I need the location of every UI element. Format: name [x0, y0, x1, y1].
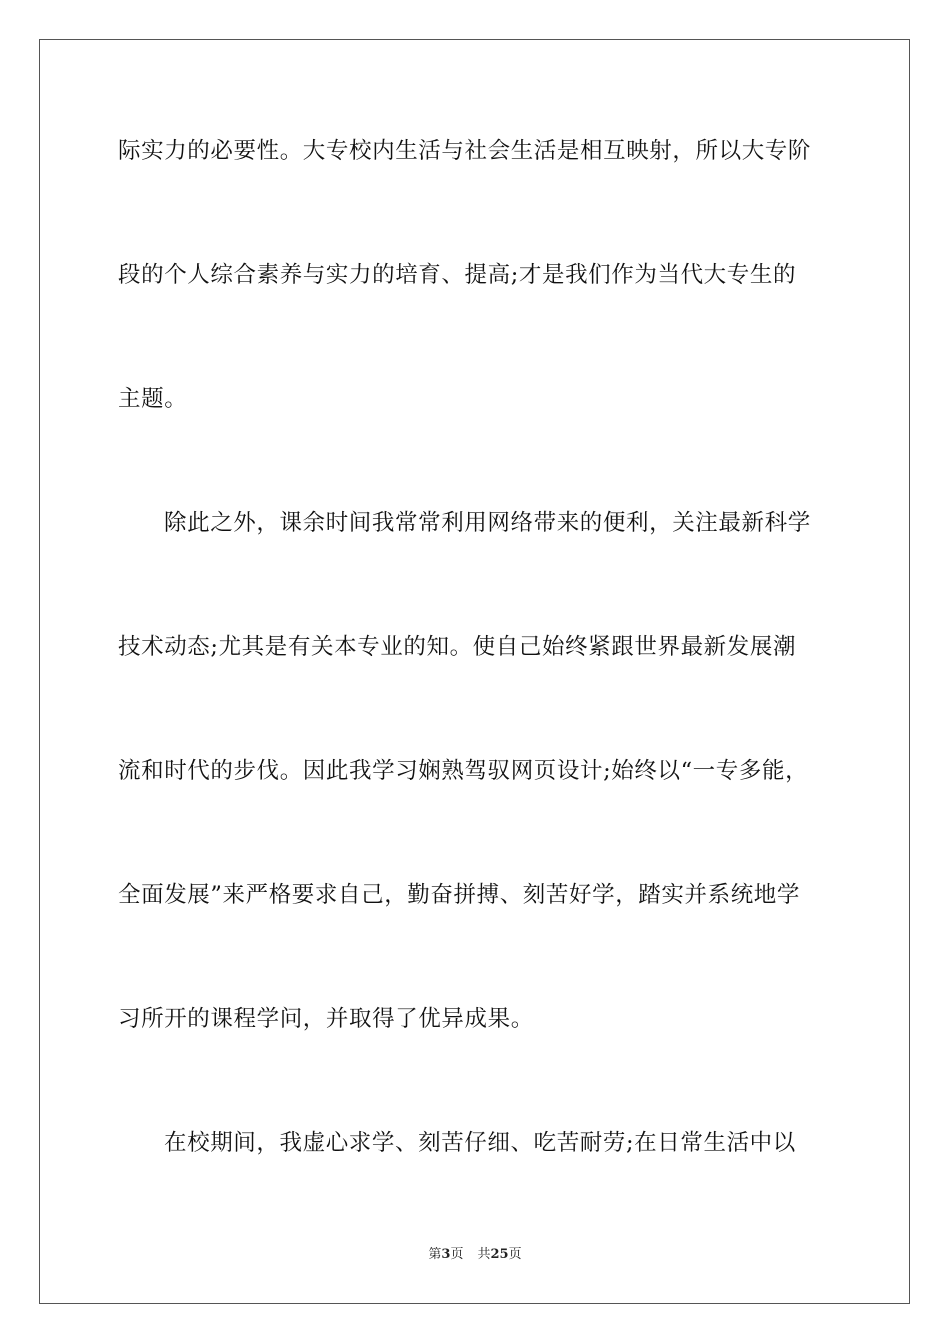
text-line: 流和时代的步伐。因此我学习娴熟驾驭网页设计;始终以“一专多能， — [118, 758, 809, 784]
text-line: 技术动态;尤其是有关本专业的知。使自己始终紧跟世界最新发展潮 — [118, 634, 797, 660]
current-page-number: 3 — [441, 1247, 451, 1262]
text-line: 段的个人综合素养与实力的培育、提高;才是我们作为当代大专生的 — [118, 262, 797, 288]
text-line: 全面发展”来严格要求自己，勤奋拼搏、刻苦好学，踏实并系统地学 — [118, 882, 801, 908]
total-suffix: 页 — [508, 1247, 522, 1262]
page-border — [39, 39, 910, 1304]
text-line: 际实力的必要性。大专校内生活与社会生活是相互映射，所以大专阶 — [118, 138, 812, 164]
page-suffix: 页 — [450, 1247, 464, 1262]
paragraph-start-line: 除此之外，课余时间我常常利用网络带来的便利，关注最新科学 — [164, 510, 811, 536]
page-footer — [0, 1246, 950, 1264]
paragraph-start-line: 在校期间，我虚心求学、刻苦仔细、吃苦耐劳;在日常生活中以 — [164, 1130, 796, 1156]
text-line: 习所开的课程学问，并取得了优异成果。 — [118, 1006, 534, 1032]
total-prefix: 共 — [477, 1247, 491, 1262]
total-pages-number: 25 — [490, 1247, 509, 1262]
page-prefix: 第 — [428, 1247, 442, 1262]
text-line: 主题。 — [118, 386, 188, 412]
